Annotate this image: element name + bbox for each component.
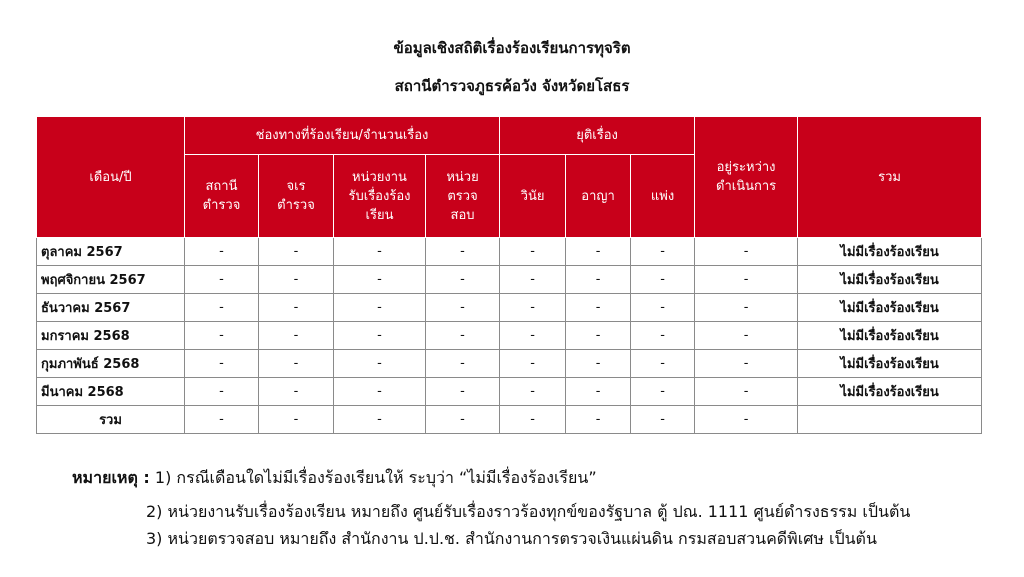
row-cell: -: [631, 266, 695, 294]
row-cell: -: [185, 322, 259, 350]
row-total: ไม่มีเรื่องร้องเรียน: [798, 266, 982, 294]
note-3: 3) หน่วยตรวจสอบ หมายถึง สำนักงาน ป.ป.ช. สำนักงานการตรวจเงินแผ่นดิน กรมสอบสวนคดีพิเศษ เป็นต้น: [146, 529, 877, 548]
header-complaint-agency: หน่วยงานรับเรื่องร้องเรียน: [334, 155, 426, 238]
page-subtitle: สถานีตำรวจภูธรค้อวัง จังหวัดยโสธร: [394, 77, 630, 95]
note-text-1: 1) กรณีเดือนใดไม่มีเรื่องร้องเรียนให้ ระบุว่า “ไม่มีเรื่องร้องเรียน”: [154, 468, 597, 487]
row-cell: -: [566, 238, 631, 266]
row-cell: -: [259, 378, 334, 406]
row-cell: -: [500, 350, 566, 378]
row-cell: -: [631, 378, 695, 406]
row-cell: -: [334, 238, 426, 266]
row-total: ไม่มีเรื่องร้องเรียน: [798, 294, 982, 322]
row-cell: -: [426, 378, 500, 406]
row-cell: -: [426, 350, 500, 378]
row-month: มีนาคม 2568: [37, 378, 185, 406]
row-cell: -: [695, 350, 798, 378]
row-month: พฤศจิกายน 2567: [37, 266, 185, 294]
notes-label: หมายเหตุ :: [72, 468, 150, 487]
table-summary-row: [37, 406, 982, 434]
row-cell: -: [566, 350, 631, 378]
row-cell: -: [695, 294, 798, 322]
table-row: [37, 294, 982, 322]
summary-label: รวม: [37, 406, 185, 434]
row-total: [798, 406, 982, 434]
row-month: ธันวาคม 2567: [37, 294, 185, 322]
row-total: ไม่มีเรื่องร้องเรียน: [798, 322, 982, 350]
row-cell: -: [631, 322, 695, 350]
row-cell: -: [426, 322, 500, 350]
row-cell: -: [185, 266, 259, 294]
row-cell: -: [259, 238, 334, 266]
row-cell: -: [334, 322, 426, 350]
row-month: ตุลาคม 2567: [37, 238, 185, 266]
row-total: ไม่มีเรื่องร้องเรียน: [798, 350, 982, 378]
row-cell: -: [500, 294, 566, 322]
note-1: [72, 466, 597, 491]
row-month: มกราคม 2568: [37, 322, 185, 350]
header-police-inspector: จเรตำรวจ: [259, 155, 334, 238]
header-channels: ช่องทางที่ร้องเรียน/จำนวนเรื่อง: [185, 117, 500, 155]
row-cell: -: [500, 322, 566, 350]
row-cell: -: [185, 350, 259, 378]
row-cell: -: [695, 322, 798, 350]
table-row: [37, 238, 982, 266]
header-resolved: ยุติเรื่อง: [500, 117, 695, 155]
row-cell: -: [566, 294, 631, 322]
header-total: รวม: [798, 117, 982, 238]
row-cell: -: [695, 406, 798, 434]
row-cell: -: [695, 266, 798, 294]
row-cell: -: [334, 294, 426, 322]
row-total: ไม่มีเรื่องร้องเรียน: [798, 238, 982, 266]
row-cell: -: [334, 350, 426, 378]
row-cell: -: [631, 238, 695, 266]
row-cell: -: [566, 406, 631, 434]
note-2: 2) หน่วยงานรับเรื่องร้องเรียน หมายถึง ศูนย์รับเรื่องราวร้องทุกข์ของรัฐบาล ตู้ ปณ. 1111 ศูนย์ดำรงธรรม เป็นต้น: [146, 502, 911, 521]
row-cell: -: [334, 378, 426, 406]
table-row: [37, 266, 982, 294]
header-police-station: สถานีตำรวจ: [185, 155, 259, 238]
row-cell: -: [566, 266, 631, 294]
row-cell: -: [566, 322, 631, 350]
row-month: กุมภาพันธ์ 2568: [37, 350, 185, 378]
row-cell: -: [334, 406, 426, 434]
row-cell: -: [185, 238, 259, 266]
table-row: [37, 378, 982, 406]
row-cell: -: [334, 266, 426, 294]
row-cell: -: [259, 406, 334, 434]
row-cell: -: [631, 350, 695, 378]
row-cell: -: [631, 406, 695, 434]
page-title: ข้อมูลเชิงสถิติเรื่องร้องเรียนการทุจริต: [393, 39, 631, 57]
row-cell: -: [426, 266, 500, 294]
row-cell: -: [185, 378, 259, 406]
header-criminal: อาญา: [566, 155, 631, 238]
complaint-stats-table: [36, 116, 982, 434]
row-cell: -: [259, 322, 334, 350]
row-cell: -: [631, 294, 695, 322]
row-cell: -: [259, 266, 334, 294]
row-cell: -: [500, 378, 566, 406]
row-cell: -: [566, 378, 631, 406]
row-total: ไม่มีเรื่องร้องเรียน: [798, 378, 982, 406]
row-cell: -: [695, 238, 798, 266]
header-month: เดือน/ปี: [37, 117, 185, 238]
row-cell: -: [259, 350, 334, 378]
table-row: [37, 350, 982, 378]
header-in-progress: อยู่ระหว่างดำเนินการ: [695, 117, 798, 238]
header-civil: แพ่ง: [631, 155, 695, 238]
row-cell: -: [426, 294, 500, 322]
header-discipline: วินัย: [500, 155, 566, 238]
row-cell: -: [185, 406, 259, 434]
row-cell: -: [500, 406, 566, 434]
row-cell: -: [185, 294, 259, 322]
table-row: [37, 322, 982, 350]
row-cell: -: [500, 238, 566, 266]
row-cell: -: [695, 378, 798, 406]
row-cell: -: [426, 406, 500, 434]
row-cell: -: [259, 294, 334, 322]
row-cell: -: [500, 266, 566, 294]
row-cell: -: [426, 238, 500, 266]
header-audit-agency: หน่วยตรวจสอบ: [426, 155, 500, 238]
